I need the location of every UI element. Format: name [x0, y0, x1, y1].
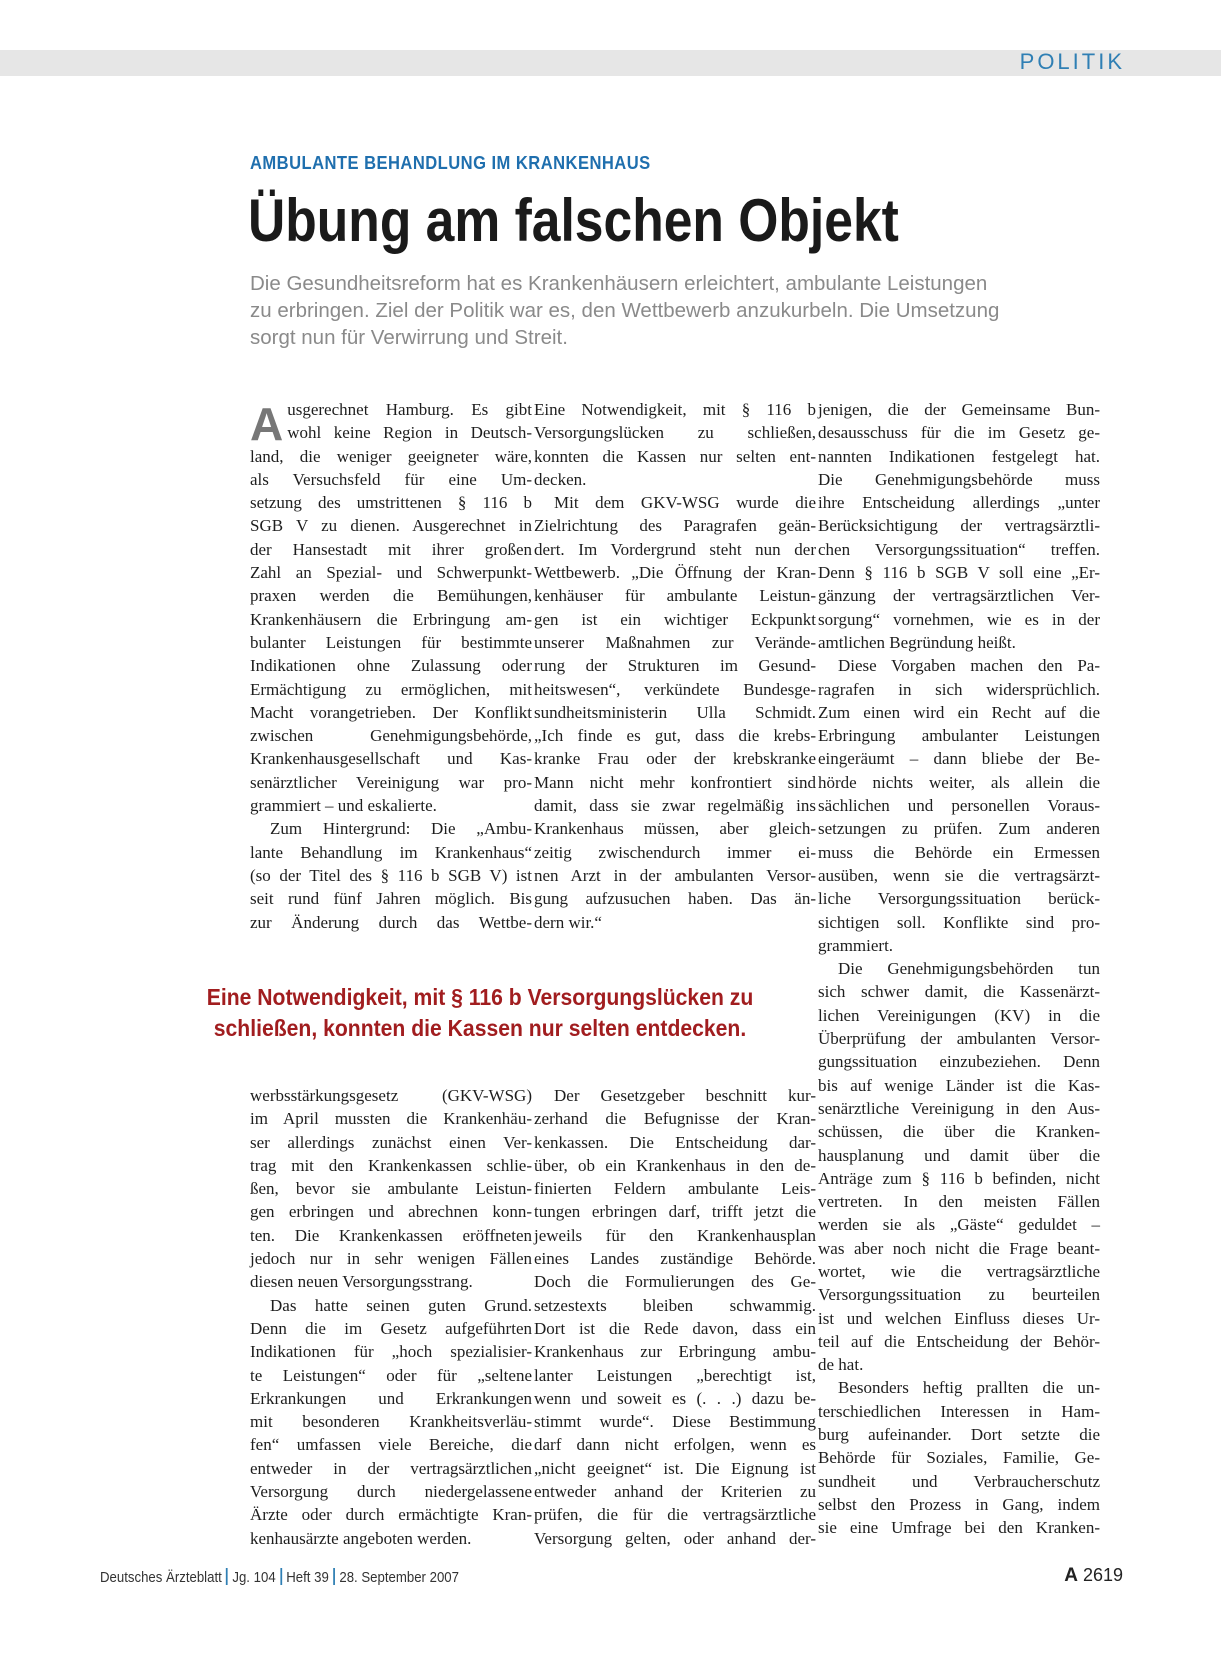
- text-line: ausüben, wenn sie die vertragsärzt-: [818, 865, 1100, 885]
- text-line: lanter Leistungen „berechtigt ist,: [534, 1365, 816, 1385]
- text-line: ten. Die Krankenkassen eröffneten: [250, 1225, 532, 1245]
- text-line: unserer Maßnahmen zur Verände-: [534, 632, 816, 652]
- text-line: Behörde für Soziales, Familie, Ge-: [818, 1448, 1100, 1468]
- deck-line: sorgt nun für Verwirrung und Streit.: [250, 326, 568, 349]
- text-line: (so der Titel des § 116 b SGB V) ist: [250, 865, 532, 885]
- text-line: ser allerdings zunächst einen Ver-: [250, 1132, 532, 1152]
- text-line: jeweils für den Krankenhausplan: [534, 1225, 816, 1245]
- text-line: werden sie als „Gäste“ geduldet –: [818, 1215, 1100, 1235]
- text-line: wenn und soweit es (. . .) dazu be-: [534, 1388, 816, 1408]
- text-line: grammiert – und eskalierte.: [250, 796, 437, 816]
- text-line: kenhausärzte angeboten werden.: [250, 1528, 472, 1548]
- text-line: Versorgungslücken zu schließen,: [534, 423, 816, 443]
- separator: [333, 1568, 335, 1585]
- pull-quote-line: Eine Notwendigkeit, mit § 116 b Versorgungslücken zu: [206, 984, 754, 1010]
- text-line: hausplanung und damit über die: [818, 1145, 1100, 1165]
- text-line: Mit dem GKV-WSG wurde die: [554, 493, 816, 513]
- text-line: vertreten. In den meisten Fällen: [818, 1192, 1100, 1212]
- text-line: Erkrankungen und Erkrankungen: [250, 1388, 532, 1408]
- volume: Jg. 104: [232, 1569, 276, 1586]
- text-line: Versorgung gelten, oder anhand der-: [534, 1528, 816, 1548]
- issue-date: 28. September 2007: [339, 1569, 459, 1586]
- text-line: Versorgungssituation zu beurteilen: [818, 1285, 1100, 1305]
- text-line: bis auf wenige Länder ist die Kas-: [818, 1075, 1100, 1095]
- text-line: prüfen, die für die vertragsärztliche: [534, 1505, 816, 1525]
- text-line: als Versuchsfeld für eine Um-: [250, 469, 532, 489]
- text-line: de hat.: [818, 1355, 864, 1375]
- text-line: nen Arzt in der ambulanten Versor-: [534, 865, 816, 885]
- text-line: liche Versorgungssituation berück-: [818, 889, 1100, 909]
- text-line: tungen erbringen darf, trifft jetzt die: [534, 1202, 816, 1222]
- text-line: gen erbringen und abrechnen konn-: [250, 1202, 532, 1222]
- text-line: grammiert.: [818, 935, 894, 955]
- text-line: darf dann nicht erfolgen, wenn es: [534, 1435, 816, 1455]
- text-line: kenhäuser für ambulante Leistun-: [534, 586, 816, 606]
- text-line: Die Genehmigungsbehörden tun: [838, 959, 1100, 979]
- text-line: selbst den Prozess in Gang, indem: [818, 1494, 1100, 1514]
- text-line: Mann nicht mehr konfrontiert sind: [534, 772, 816, 792]
- text-line: ragrafen in sich widersprüchlich.: [818, 679, 1100, 699]
- text-line: te Leistungen“ oder für „seltene: [250, 1365, 532, 1385]
- text-line: werbsstärkungsgesetz (GKV-WSG): [250, 1086, 532, 1105]
- text-line: entweder in der vertragsärztlichen: [250, 1458, 532, 1478]
- text-line: dert. Im Vordergrund steht nun der: [534, 539, 816, 559]
- deck-line: zu erbringen. Ziel der Politik war es, den Wettbewerb anzukurbeln. Die Umsetzung: [250, 299, 1000, 322]
- text-line: Doch die Formulierungen des Ge-: [534, 1272, 816, 1292]
- issue: Heft 39: [286, 1569, 329, 1586]
- text-line: zwischen Genehmigungsbehörde,: [250, 726, 532, 746]
- text-line: ist und welchen Einfluss dieses Ur-: [818, 1308, 1100, 1328]
- deck-line: Die Gesundheitsreform hat es Krankenhäusern erleichtert, ambulante Leistungen: [250, 272, 988, 295]
- text-line: sichtigen soll. Konflikte sind pro-: [818, 912, 1100, 932]
- text-line: sächlichen und personellen Voraus-: [818, 796, 1100, 816]
- page-number-value: 2619: [1082, 1565, 1123, 1585]
- text-line: zerhand die Befugnisse der Kran-: [534, 1109, 816, 1129]
- text-line: land, die weniger geeigneter wäre,: [250, 446, 532, 466]
- text-line: zur Änderung durch das Wettbe-: [250, 912, 532, 932]
- text-line: jedoch nur in sehr wenigen Fällen: [250, 1249, 532, 1269]
- text-line: sundheitsministerin Ulla Schmidt.: [534, 702, 816, 722]
- text-line: Ärzte oder durch ermächtigte Kran-: [250, 1505, 532, 1525]
- text-line: der Hansestadt mit ihrer großen: [250, 539, 532, 559]
- text-line: Berücksichtigung der vertragsärztli-: [818, 516, 1100, 536]
- text-line: kranke Frau oder der krebskranke: [534, 749, 816, 769]
- separator: [226, 1568, 228, 1585]
- text-line: Denn die im Gesetz aufgeführten: [250, 1318, 532, 1338]
- text-line: eingeräumt – dann bliebe der Be-: [818, 749, 1100, 769]
- text-line: Der Gesetzgeber beschnitt kur-: [554, 1086, 816, 1105]
- separator: [280, 1568, 282, 1585]
- text-line: dern wir.“: [534, 912, 602, 932]
- text-line: Indikationen ohne Zulassung oder: [250, 656, 532, 676]
- text-line: mit besonderen Krankheitsverläu-: [250, 1412, 532, 1432]
- text-line: Überprüfung der ambulanten Versor-: [818, 1029, 1100, 1049]
- journal-name: Deutsches Ärzteblatt: [100, 1569, 222, 1586]
- text-line: zeitig zwischendurch immer ei-: [534, 842, 816, 862]
- text-line: Krankenhäusern die Erbringung am-: [250, 609, 532, 629]
- text-line: setzung des umstrittenen § 116 b: [250, 493, 532, 513]
- text-line: ßen, bevor sie ambulante Leistun-: [250, 1179, 532, 1199]
- text-line: wohl keine Region in Deutsch-: [287, 423, 532, 443]
- text-line: Erbringung ambulanter Leistungen: [818, 726, 1100, 746]
- text-line: ihre Entscheidung allerdings „unter: [818, 493, 1100, 513]
- text-line: Dort ist die Rede davon, dass ein: [534, 1318, 816, 1338]
- text-line: jenigen, die der Gemeinsame Bun-: [818, 400, 1100, 419]
- text-line: Krankenhaus müssen, aber gleich-: [534, 819, 816, 839]
- text-line: terschiedlichen Interessen in Ham-: [818, 1401, 1100, 1421]
- text-line: Versorgung durch niedergelassene: [250, 1482, 532, 1502]
- page-prefix: A: [1064, 1565, 1078, 1586]
- text-line: trag mit den Krankenkassen schlie-: [250, 1155, 532, 1175]
- text-line: setzungen zu prüfen. Zum anderen: [818, 819, 1100, 839]
- text-line: gungssituation einzubeziehen. Denn: [818, 1052, 1100, 1072]
- text-line: Besonders heftig prallten die un-: [838, 1378, 1100, 1398]
- text-line: eines Landes zuständige Behörde.: [534, 1249, 816, 1269]
- text-line: Zum einen wird ein Recht auf die: [818, 702, 1100, 722]
- text-line: sundheit und Verbraucherschutz: [818, 1471, 1100, 1491]
- text-line: gänzung der vertragsärztlichen Ver-: [818, 586, 1100, 606]
- text-line: desausschuss für die im Gesetz ge-: [818, 423, 1100, 443]
- text-line: gen ist ein wichtiger Eckpunkt: [534, 609, 816, 629]
- text-line: Die Genehmigungsbehörde muss: [818, 469, 1100, 489]
- text-line: setzestexts bleiben schwammig.: [534, 1295, 816, 1315]
- drop-cap: A: [250, 398, 284, 450]
- text-line: diesen neuen Versorgungsstrang.: [250, 1272, 473, 1292]
- text-line: bulanter Leistungen für bestimmte: [250, 632, 532, 652]
- pull-quote-line: schließen, konnten die Kassen nur selten entdecken.: [213, 1015, 747, 1041]
- text-line: wortet, wie die vertragsärztliche: [818, 1261, 1100, 1281]
- text-line: hörde nichts weiter, als allein die: [818, 772, 1100, 792]
- text-line: Eine Notwendigkeit, mit § 116 b: [534, 400, 816, 419]
- text-line: schüssen, die über die Kranken-: [818, 1122, 1100, 1142]
- text-line: chen Versorgungssituation“ treffen.: [818, 539, 1100, 559]
- text-line: muss die Behörde ein Ermessen: [818, 842, 1100, 862]
- column-2-top: [534, 398, 816, 934]
- text-line: praxen werden die Bemühungen,: [250, 586, 532, 606]
- text-line: konnten die Kassen nur selten ent-: [534, 446, 816, 466]
- text-line: Diese Vorgaben machen den Pa-: [838, 656, 1100, 676]
- text-line: lante Behandlung im Krankenhaus“: [250, 842, 532, 862]
- text-line: „nicht geeignet“ ist. Die Eignung ist: [534, 1458, 816, 1478]
- text-line: sich schwer damit, die Kassenärzt-: [818, 982, 1100, 1002]
- text-line: SGB V zu dienen. Ausgerechnet in: [250, 516, 532, 536]
- text-line: senärztlicher Vereinigung war pro-: [250, 772, 532, 792]
- text-line: heitswesen“, verkündete Bundesge-: [534, 679, 816, 699]
- text-line: nannten Indikationen festgelegt hat.: [818, 446, 1100, 466]
- page-number: [1064, 1565, 1123, 1587]
- text-line: im April mussten die Krankenhäu-: [250, 1109, 532, 1129]
- text-line: Krankenhaus zur Erbringung ambu-: [534, 1342, 816, 1362]
- text-line: was aber noch nicht die Frage beant-: [818, 1238, 1100, 1258]
- column-1-top: [250, 398, 532, 934]
- text-line: entweder anhand der Kriterien zu: [534, 1482, 816, 1502]
- pull-quote: [150, 982, 810, 1044]
- text-line: Zielrichtung des Paragrafen geän-: [534, 516, 816, 536]
- footer-citation: [100, 1568, 459, 1586]
- text-line: damit, dass sie zwar regelmäßig ins: [534, 796, 816, 816]
- text-line: senärztliche Vereinigung in den Aus-: [818, 1098, 1100, 1118]
- text-line: stimmt wurde“. Diese Bestimmung: [534, 1412, 816, 1432]
- text-line: amtlichen Begründung heißt.: [818, 632, 1016, 652]
- text-line: Das hatte seinen guten Grund.: [270, 1295, 532, 1315]
- text-line: Denn § 116 b SGB V soll eine „Er-: [818, 563, 1100, 583]
- article-kicker: AMBULANTE BEHANDLUNG IM KRANKENHAUS: [250, 153, 651, 173]
- text-line: sie eine Umfrage bei den Kranken-: [818, 1518, 1100, 1538]
- text-line: decken.: [534, 469, 587, 489]
- text-line: über, ob ein Krankenhaus in den de-: [534, 1155, 816, 1175]
- text-line: usgerechnet Hamburg. Es gibt: [287, 400, 532, 419]
- text-line: Zahl an Spezial- und Schwerpunkt-: [250, 563, 532, 583]
- text-line: sorgung“ vornehmen, wie es in der: [818, 609, 1100, 629]
- text-line: burg aufeinander. Dort setzte die: [818, 1425, 1100, 1445]
- text-line: Wettbewerb. „Die Öffnung der Kran-: [534, 563, 816, 583]
- text-line: Anträge zum § 116 b befinden, nicht: [818, 1168, 1100, 1188]
- text-line: lichen Vereinigungen (KV) in die: [818, 1005, 1100, 1025]
- text-line: Macht vorangetrieben. Der Konflikt: [250, 702, 532, 722]
- text-line: kenkassen. Die Entscheidung dar-: [534, 1132, 816, 1152]
- column-2-bottom: [534, 1084, 816, 1550]
- section-label: POLITIK: [1019, 49, 1125, 74]
- text-line: Zum Hintergrund: Die „Ambu-: [270, 819, 532, 839]
- column-3: [818, 398, 1100, 1540]
- article-deck: [250, 270, 1100, 351]
- text-line: teil auf die Entscheidung der Behör-: [818, 1331, 1100, 1351]
- text-line: seit rund fünf Jahren möglich. Bis: [250, 889, 532, 909]
- text-line: Ermächtigung zu ermöglichen, mit: [250, 679, 532, 699]
- text-line: „Ich finde es gut, dass die krebs-: [534, 726, 816, 746]
- text-line: Krankenhausgesellschaft und Kas-: [250, 749, 532, 769]
- text-line: finierten Feldern ambulante Leis-: [534, 1179, 816, 1199]
- article-title: Übung am falschen Objekt: [248, 187, 899, 254]
- text-line: gung aufzusuchen haben. Das än-: [534, 889, 816, 909]
- text-line: Indikationen für „hoch spezialisier-: [250, 1342, 532, 1362]
- column-1-bottom: [250, 1084, 532, 1550]
- text-line: rung der Strukturen im Gesund-: [534, 656, 816, 676]
- text-line: fen“ umfassen viele Bereiche, die: [250, 1435, 532, 1455]
